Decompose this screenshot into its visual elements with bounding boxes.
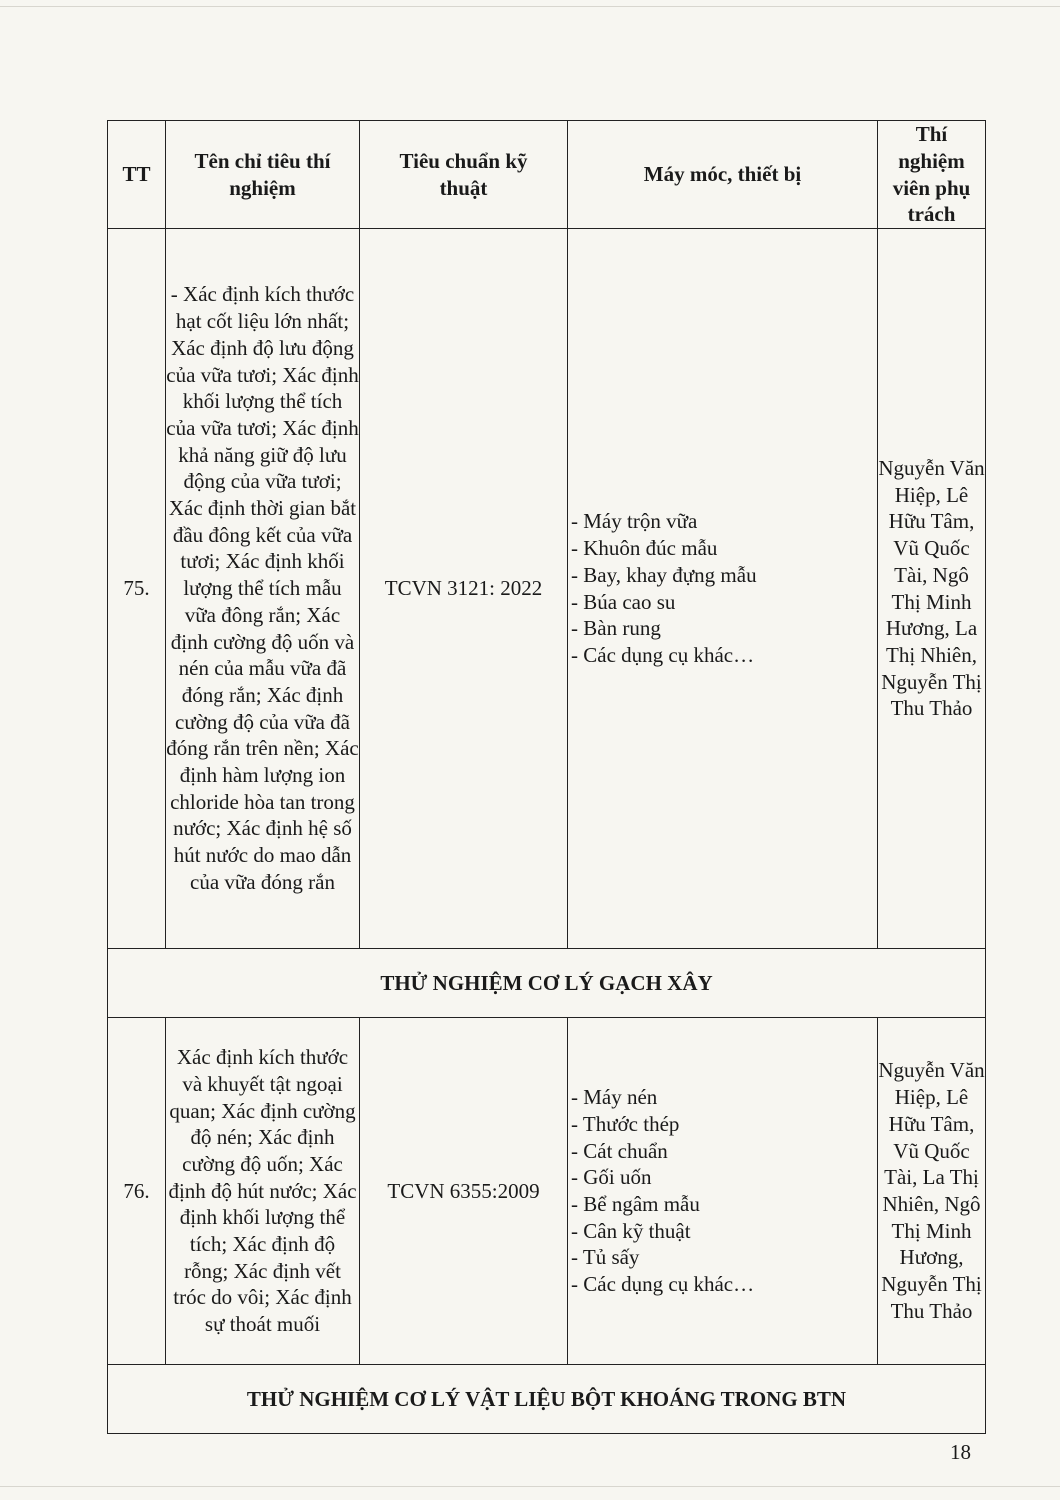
header-standard: Tiêu chuẩn kỹ thuật	[360, 121, 568, 229]
row-76-name: Xác định kích thước và khuyết tật ngoại quan; Xác định cường độ nén; Xác định cường độ uốn; Xác định độ hút nước; Xác định khối lượng thể tích; Xác định độ rỗng; Xác định vết tróc do vôi; Xác định sự thoát muối	[166, 1018, 360, 1365]
equipment-item: - Búa cao su	[571, 589, 676, 614]
header-staff: Thí nghiệm viên phụ trách	[878, 121, 986, 229]
header-name: Tên chỉ tiêu thí nghiệm	[166, 121, 360, 229]
row-76-equipment-list	[571, 1084, 877, 1298]
scan-edge-top	[0, 6, 1060, 7]
test-table	[107, 120, 986, 1434]
row-76-standard: TCVN 6355:2009	[360, 1018, 568, 1365]
equipment-item: - Gối uốn	[571, 1165, 652, 1190]
header-equipment: Máy móc, thiết bị	[568, 121, 878, 229]
row-75-staff: Nguyễn Văn Hiệp, Lê Hữu Tâm, Vũ Quốc Tài, Ngô Thị Minh Hương, La Thị Nhiên, Nguyễn Thị Thu Thảo	[878, 229, 986, 949]
table-row-75	[108, 229, 986, 949]
equipment-item: - Cân kỹ thuật	[571, 1218, 691, 1243]
row-76-tt: 76.	[108, 1018, 166, 1365]
row-75-tt: 75.	[108, 229, 166, 949]
row-75-name: - Xác định kích thước hạt cốt liệu lớn nhất; Xác định độ lưu động của vữa tươi; Xác định khối lượng thể tích của vữa tươi; Xác định khả năng giữ độ lưu động của vữa tươi; Xác định thời gian bắt đầu đông kết của vữa tươi; Xác định khối lượng thể tích mẫu vữa đông rắn; Xác định cường độ uốn và nén của mẫu vữa đã đóng rắn; Xác định cường độ của vữa đã đóng rắn trên nền; Xác định hàm lượng ion chloride hòa tan trong nước; Xác định hệ số hút nước do mao dẫn của vữa đóng rắn	[166, 229, 360, 949]
table-row-76	[108, 1018, 986, 1365]
equipment-item: - Bàn rung	[571, 616, 661, 641]
header-tt: TT	[108, 121, 166, 229]
equipment-item: - Máy trộn vữa	[571, 509, 698, 534]
section-mineral	[108, 1365, 986, 1434]
row-75-equipment-list	[571, 508, 877, 668]
equipment-item: - Bể ngâm mẫu	[571, 1192, 700, 1216]
page-number: 18	[950, 1440, 971, 1464]
equipment-item: - Thước thép	[571, 1111, 680, 1136]
section-brick-title: THỬ NGHIỆM CƠ LÝ GẠCH XÂY	[108, 949, 986, 1018]
equipment-item: - Các dụng cụ khác…	[571, 642, 755, 667]
section-mineral-title: THỬ NGHIỆM CƠ LÝ VẬT LIỆU BỘT KHOÁNG TRONG BTN	[108, 1365, 986, 1434]
row-76-equipment	[568, 1018, 878, 1365]
equipment-item: - Khuôn đúc mẫu	[571, 536, 718, 561]
equipment-item: - Cát chuẩn	[571, 1138, 668, 1163]
equipment-item: - Tủ sấy	[571, 1245, 640, 1270]
section-brick	[108, 949, 986, 1018]
row-75-equipment	[568, 229, 878, 949]
equipment-item: - Máy nén	[571, 1085, 658, 1110]
row-76-staff: Nguyễn Văn Hiệp, Lê Hữu Tâm, Vũ Quốc Tài, La Thị Nhiên, Ngô Thị Minh Hương, Nguyễn Thị Thu Thảo	[878, 1018, 986, 1365]
header-row	[108, 121, 986, 229]
row-75-standard: TCVN 3121: 2022	[360, 229, 568, 949]
equipment-item: - Bay, khay đựng mẫu	[571, 562, 757, 587]
scan-edge-bottom	[0, 1486, 1060, 1487]
equipment-item: - Các dụng cụ khác…	[571, 1272, 755, 1297]
